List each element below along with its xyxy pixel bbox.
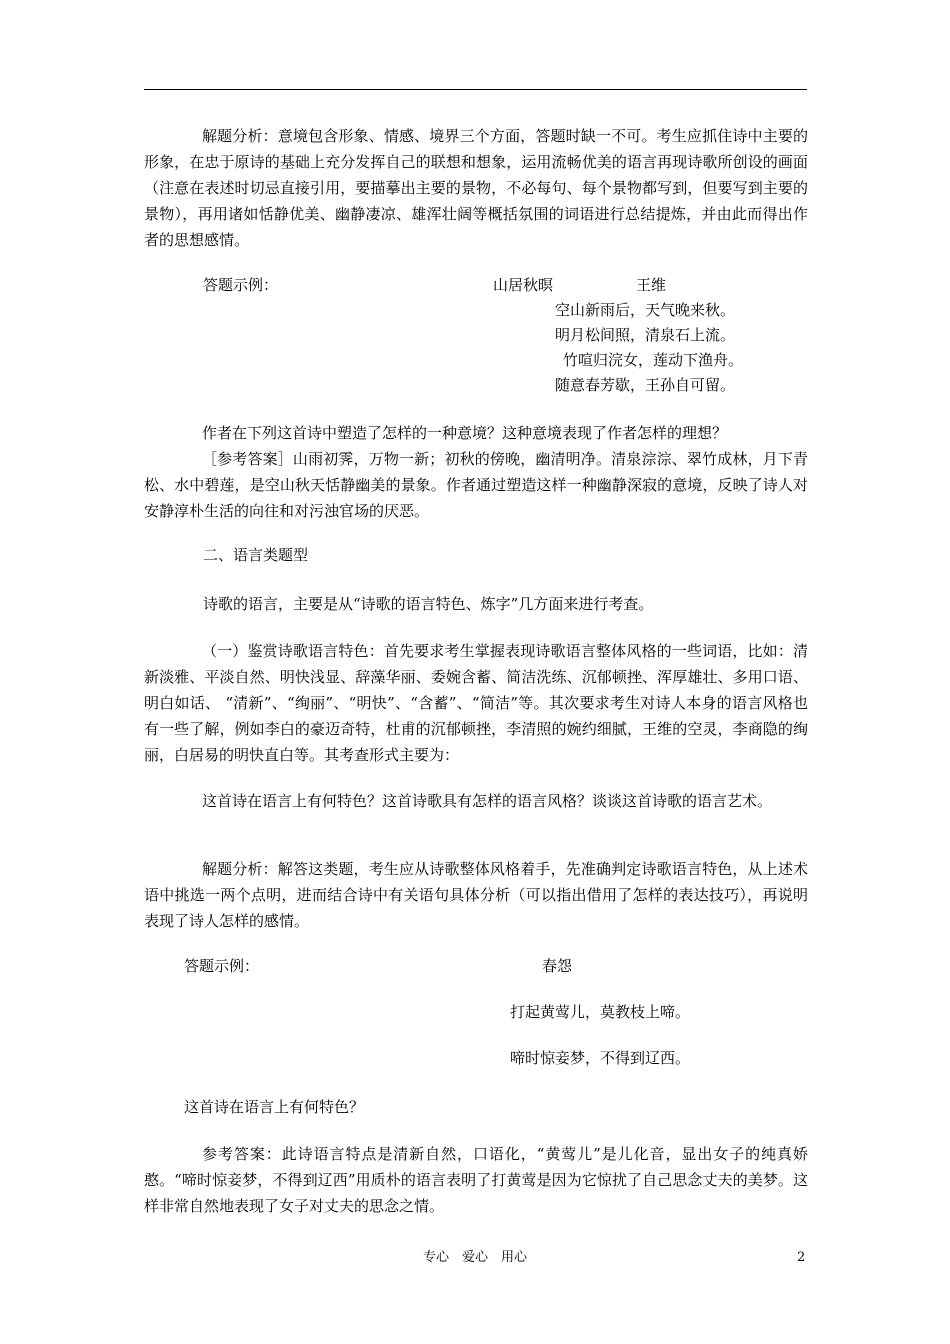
answer-paragraph-3 xyxy=(144,1141,808,1219)
analysis-paragraph-2 xyxy=(144,856,808,934)
header-rule xyxy=(144,89,807,90)
answer-text-1: ［参考答案］山雨初霁，万物一新；初秋的傍晚，幽清明净。清泉淙淙、翠竹成林，月下青松、水中碧莲，是空山秋天恬静幽美的景象。作者通过塑造这样一种幽静深寂的意境，反映了诗人对安静淳朴生活的向往和对污浊官场的厌恶。 xyxy=(144,450,808,520)
poem-line: 空山新雨后，天气晚来秋。 xyxy=(555,301,736,319)
poem-line: 明月松间照，清泉石上流。 xyxy=(555,326,736,344)
analysis-text-2: 解题分析：解答这类题，考生应从诗歌整体风格着手，先准确判定诗歌语言特色，从上述术语中挑选一两个点明，进而结合诗中有关语句具体分析（可以指出借用了怎样的表达技巧），再说明表现了诗人怎样的感情。 xyxy=(144,860,808,930)
page-number: 2 xyxy=(797,1250,806,1265)
question-paragraph-2 xyxy=(144,788,808,814)
poem-line: 啼时惊妾梦，不得到辽西。 xyxy=(510,1049,691,1067)
example-label-1: 答题示例： xyxy=(203,276,279,294)
part-text-1: （一）鉴赏诗歌语言特色：首先要求考生掌握表现诗歌语言整体风格的一些词语，比如：清新淡雅、平淡自然、明快浅显、辞藻华丽、委婉含蓄、简洁洗练、沉郁顿挫、浑厚雄壮、多用口语、明白如话、 “清新”、“绚丽”、“明快”、“含蓄”、“简洁”等。其次要求考生对诗人本身的语言风格也有一些了解，例如李白的豪迈奇特，杜甫的沉郁顿挫，李清照的婉约细腻，王维的空灵，李商隐的绚丽，白居易的明快直白等。其考查形式主要为： xyxy=(144,642,808,764)
poem-author-1: 王维 xyxy=(636,276,667,294)
section-heading-2: 二、语言类题型 xyxy=(203,546,309,564)
intro-text-2: 诗歌的语言，主要是从“诗歌的语言特色、炼字”几方面来进行考查。 xyxy=(203,595,654,613)
poem-line: 竹喧归浣女，莲动下渔舟。 xyxy=(563,351,744,369)
analysis-paragraph-1 xyxy=(144,123,808,253)
poem-line: 打起黄莺儿，莫教枝上啼。 xyxy=(510,1003,691,1021)
question-text-2: 这首诗在语言上有何特色？这首诗歌具有怎样的语言风格？谈谈这首诗歌的语言艺术。 xyxy=(202,792,773,810)
footer-motto: 专心 爱心 用心 xyxy=(422,1250,527,1265)
question-text-1: 作者在下列这首诗中塑造了怎样的一种意境？这种意境表现了作者怎样的理想？ xyxy=(202,424,728,442)
poem-title-2: 春怨 xyxy=(542,957,573,975)
question-text-3: 这首诗在语言上有何特色？ xyxy=(184,1098,365,1116)
poem-line: 随意春芳歇，王孙自可留。 xyxy=(555,376,736,394)
part-paragraph-1 xyxy=(144,638,808,768)
example-label-2: 答题示例： xyxy=(184,957,260,975)
question-paragraph-1 xyxy=(144,420,808,524)
answer-text-3: 参考答案：此诗语言特点是清新自然，口语化，“黄莺儿”是儿化音，显出女子的纯真娇憨。“啼时惊妾梦，不得到辽西”用质朴的语言表明了打黄莺是因为它惊扰了自己思念丈夫的美梦。这样非常自然地表现了女子对丈夫的思念之情。 xyxy=(144,1145,808,1215)
analysis-text-1: 解题分析：意境包含形象、情感、境界三个方面，答题时缺一不可。考生应抓住诗中主要的形象，在忠于原诗的基础上充分发挥自己的联想和想象，运用流畅优美的语言再现诗歌所创设的画面（注意在表述时切忌直接引用，要描摹出主要的景物，不必每句、每个景物都写到，但要写到主要的景物），再用诸如恬静优美、幽静凄凉、雄浑壮阔等概括氛围的词语进行总结提炼，并由此而得出作者的思想感情。 xyxy=(144,127,808,249)
poem-title-1: 山居秋暝 xyxy=(493,276,554,294)
